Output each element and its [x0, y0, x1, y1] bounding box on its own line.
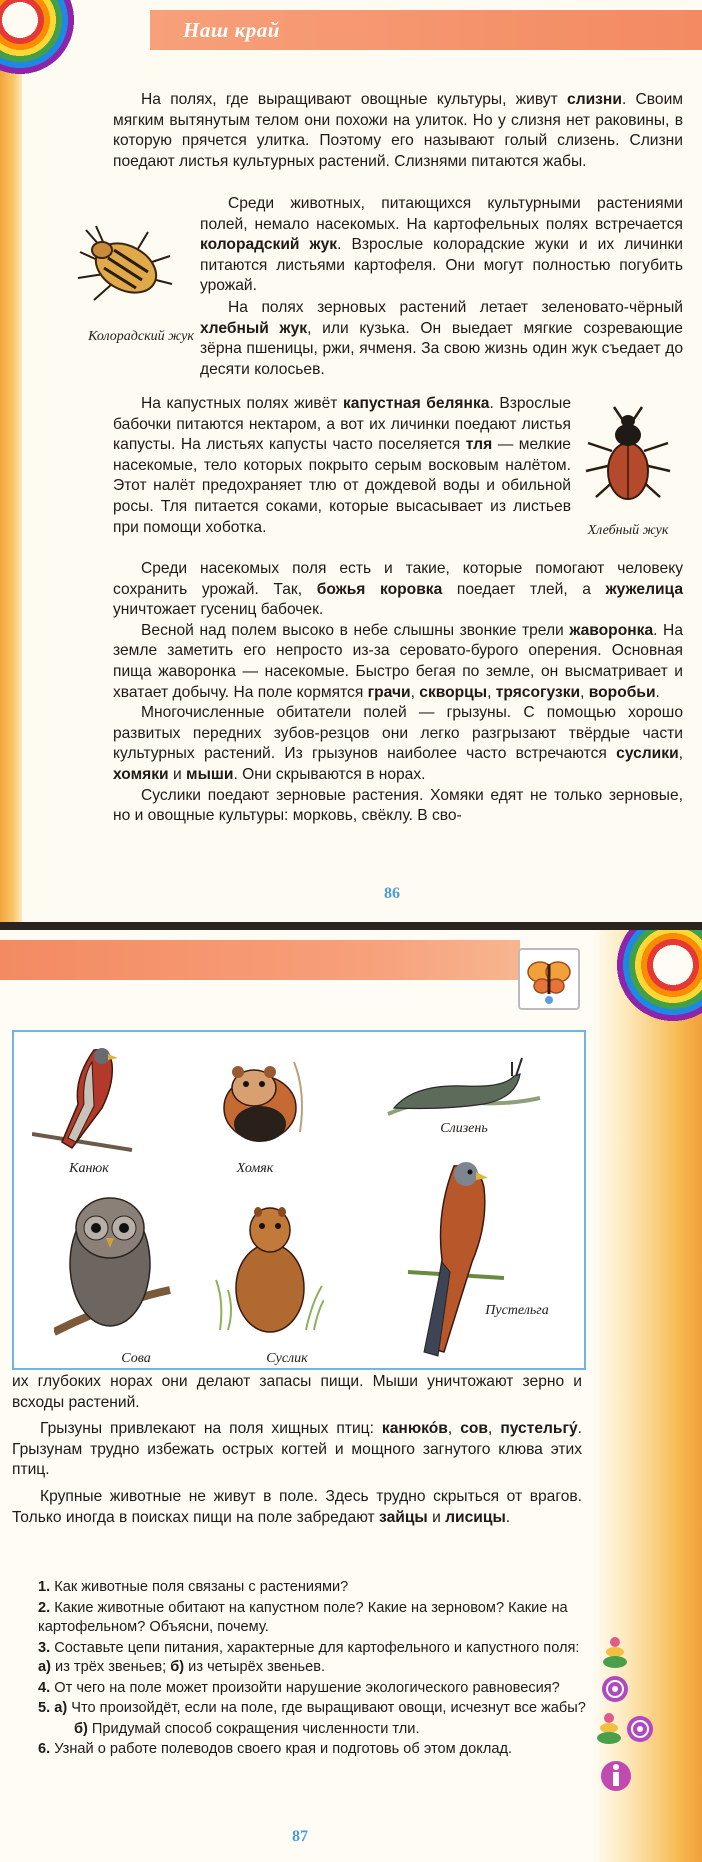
- text-run: и: [427, 1508, 446, 1526]
- text-run: На капустных полях живёт: [141, 395, 343, 412]
- text-run: . Они скрываются в норах.: [233, 765, 426, 783]
- bold-term: жужелица: [605, 580, 684, 598]
- bold-term: трясогузки: [495, 683, 581, 701]
- text-run: , или кузька. Он выедает мягкие созревающие зёрна пшеницы, ржи, ячменя. За свою жизнь один жук съедает до десяти колосьев.: [200, 319, 683, 378]
- bold-term: пустельгу́: [500, 1420, 578, 1438]
- text-run: . Взрослые бабочки питаются нектаром, а вот их личинки поедают листья капусты. На листьях капусты часто поселяется: [113, 395, 572, 454]
- text-run: Какие животные обитают на капустном поле? Какие на зерновом? Какие на картофельном? Объясни, почему.: [38, 1599, 568, 1635]
- text-run: .: [655, 683, 660, 701]
- text-run: Как животные поля связаны с растениями?: [50, 1579, 349, 1595]
- section-title: Наш край: [183, 18, 280, 42]
- bold-term: зайцы: [379, 1508, 428, 1526]
- page-edge-decoration: [0, 0, 22, 922]
- text-run: На полях зерновых растений летает зеленовато-чёрный: [228, 299, 683, 316]
- text-run: .: [505, 1508, 511, 1526]
- caption-hamster: Хомяк: [236, 1161, 274, 1176]
- info-icon: [600, 1758, 632, 1794]
- text-run: уничтожает гусениц бабочек.: [113, 601, 324, 619]
- bold-term: хомяки: [113, 765, 169, 783]
- text-run: . Взрослые колорадские жуки и их личинки питаются листьями картофеля. Они могут полностью погубить урожай.: [200, 236, 683, 295]
- text-run: ,: [447, 1420, 461, 1438]
- text-run: . На земле заметить его непросто из-за серовато-бурого оперения. Основная пища жаворонка — насекомые. Быстро бегая по земле, он высматривает и хватает добычу. На поле кормятся: [113, 621, 683, 701]
- bold-term: лисицы: [445, 1508, 506, 1526]
- header-band: [0, 940, 520, 980]
- bold-term: а): [38, 1659, 51, 1675]
- bold-term: б): [74, 1720, 88, 1737]
- text-run: Узнай о работе полеводов своего края и подготовь об этом доклад.: [50, 1741, 513, 1757]
- colorado-beetle-illustration: [72, 222, 176, 308]
- bread-beetle-illustration: [578, 405, 678, 505]
- pyramid-spiral-icon: [596, 1712, 656, 1746]
- ground-squirrel-illustration: [214, 1190, 324, 1340]
- paragraph-text: [113, 621, 683, 703]
- paragraph: [113, 559, 683, 827]
- bold-term: 4.: [38, 1679, 51, 1696]
- text-run: . Своим мягким вытянутым телом они похожи на улиток. Но у слизня нет раковины, в которую прячется улитка. Поэтому его называют голый слизень. Слизни поедают листья культурных растений. Слизнями питаются жабы.: [113, 91, 684, 170]
- text-run: . Грызунам трудно избежать острых когтей и мощного загнутого клюва этих птиц.: [12, 1420, 583, 1479]
- text-run: ,: [580, 683, 589, 701]
- caption-slug: Слизень: [440, 1121, 488, 1136]
- page-gap: [0, 922, 702, 930]
- bold-term: скворцы: [419, 683, 488, 701]
- text-run: их глубоких норах они делают запасы пищи. Мыши уничтожают зерно и всходы растений.: [12, 1373, 582, 1411]
- paragraph-text: [113, 90, 683, 172]
- text-run: — мелкие насекомые, тело которых покрыто серым восковым налётом. Этот налёт предохраняет тлю от дождевой воды и обильной росы. Тля питается соками, которые высасывает из листьев при помощи хоботка.: [113, 436, 571, 536]
- animals-illustration-panel: [12, 1030, 586, 1370]
- bold-term: 2.: [38, 1599, 51, 1616]
- question-item: [38, 1740, 586, 1760]
- questions-list: [38, 1578, 586, 1760]
- paragraph: [12, 1372, 582, 1528]
- pyramid-icon: [600, 1636, 630, 1670]
- paragraph: [113, 90, 683, 172]
- paragraph: [200, 298, 683, 380]
- question-item: [38, 1679, 586, 1699]
- bold-term: суслики: [616, 745, 679, 763]
- text-run: Среди насекомых поля есть и такие, которые помогают человеку сохранить урожай. Так,: [113, 560, 683, 598]
- text-run: ,: [487, 683, 496, 701]
- page-87: [0, 930, 702, 1862]
- text-run: Грызуны привлекают на поля хищных птиц:: [40, 1420, 382, 1438]
- text-run: из трёх звеньев;: [50, 1659, 171, 1675]
- text-run: Придумай способ сокращения численности тли.: [87, 1720, 420, 1737]
- paragraph-text: [12, 1487, 582, 1528]
- text-run: ,: [487, 1420, 501, 1438]
- paragraph-text: [113, 703, 683, 785]
- page-number: 86: [384, 885, 400, 902]
- caption-ground-squirrel: Суслик: [266, 1351, 308, 1366]
- text-run: Весной над полем высоко в небе слышны звонкие трели: [141, 621, 570, 639]
- text-run: ,: [410, 683, 420, 701]
- bold-term: жаворонка: [569, 621, 654, 639]
- bold-term: канюко́в: [381, 1420, 448, 1438]
- butterfly-icon: [520, 950, 578, 1008]
- bold-term: хлебный жук: [200, 319, 308, 337]
- text-run: От чего на поле может произойти нарушение экологического равновесия?: [50, 1679, 560, 1696]
- text-run: Крупные животные не живут в поле. Здесь трудно скрыться от врагов. Только иногда в поисках пищи на поле забредают: [12, 1487, 582, 1526]
- caption-owl: Сова: [121, 1351, 151, 1366]
- bold-term: тля: [465, 436, 493, 454]
- paragraph-text: [200, 298, 683, 380]
- caption-bread-beetle: Хлебный жук: [587, 523, 669, 538]
- bold-term: 1.: [38, 1579, 51, 1595]
- bold-term: слизни: [567, 91, 622, 108]
- bold-term: капустная белянка: [342, 395, 490, 412]
- bold-term: б): [170, 1659, 185, 1675]
- question-item: [38, 1639, 586, 1678]
- bold-term: грачи: [367, 683, 411, 701]
- paragraph-text: [113, 394, 571, 538]
- butterfly-badge: [518, 948, 580, 1010]
- caption-colorado-beetle: Колорадский жук: [88, 329, 194, 344]
- bold-term: 5. а): [38, 1700, 68, 1716]
- buzzard-illustration: [32, 1038, 142, 1158]
- bold-term: мыши: [186, 765, 234, 783]
- text-run: и: [168, 765, 187, 783]
- text-run: На полях, где выращивают овощные культуры, живут: [141, 91, 568, 108]
- text-run: Составьте цепи питания, характерные для картофельного и капустного поля:: [50, 1639, 580, 1656]
- question-item: [38, 1578, 586, 1598]
- text-run: Многочисленные обитатели полей — грызуны. С помощью хорошо развитых передних зубов-резцов они легко разгрызают твёрдые части культурных растений. Из грызунов наиболее часто встречаются: [113, 704, 683, 763]
- text-run: из четырёх звеньев.: [184, 1659, 326, 1675]
- slug-illustration: [384, 1054, 544, 1124]
- page-86: [0, 0, 702, 922]
- paragraph: [200, 194, 683, 297]
- bold-term: сов: [460, 1420, 488, 1438]
- kestrel-illustration: [384, 1152, 524, 1367]
- question-item: [38, 1699, 586, 1719]
- bold-term: колорадский жук: [200, 236, 338, 254]
- question-item: [38, 1599, 586, 1638]
- text-run: Среди животных, питающихся культурными растениями полей, немало насекомых. На картофельных полях встречается: [200, 195, 683, 233]
- caption-buzzard: Канюк: [69, 1161, 109, 1176]
- text-run: поедает тлей, а: [442, 580, 606, 598]
- text-run: Суслики поедают зерновые растения. Хомяки едят не только зерновые, но и овощные культуры: морковь, свёклу. В сво-: [113, 786, 683, 825]
- question-item: [38, 1720, 586, 1740]
- bold-term: божья коровка: [316, 580, 443, 598]
- text-run: ,: [678, 745, 683, 763]
- bold-term: воробьи: [588, 683, 656, 701]
- caption-kestrel: Пустельга: [485, 1303, 549, 1318]
- bold-term: 3.: [38, 1639, 51, 1656]
- paragraph-text: [12, 1372, 582, 1413]
- paragraph-text: [12, 1419, 582, 1481]
- paragraph-text: [113, 559, 683, 621]
- owl-illustration: [54, 1182, 174, 1347]
- paragraph-text: [113, 786, 683, 827]
- text-run: Что произойдёт, если на поле, где выращивают овощи, исчезнут все жабы?: [67, 1700, 586, 1716]
- bold-term: 6.: [38, 1741, 51, 1757]
- spiral-icon: [600, 1674, 630, 1704]
- rainbow-corner-icon: [0, 0, 80, 80]
- page-number: 87: [292, 1828, 308, 1845]
- paragraph-text: [200, 194, 683, 297]
- paragraph: [113, 394, 571, 538]
- hamster-illustration: [214, 1052, 314, 1147]
